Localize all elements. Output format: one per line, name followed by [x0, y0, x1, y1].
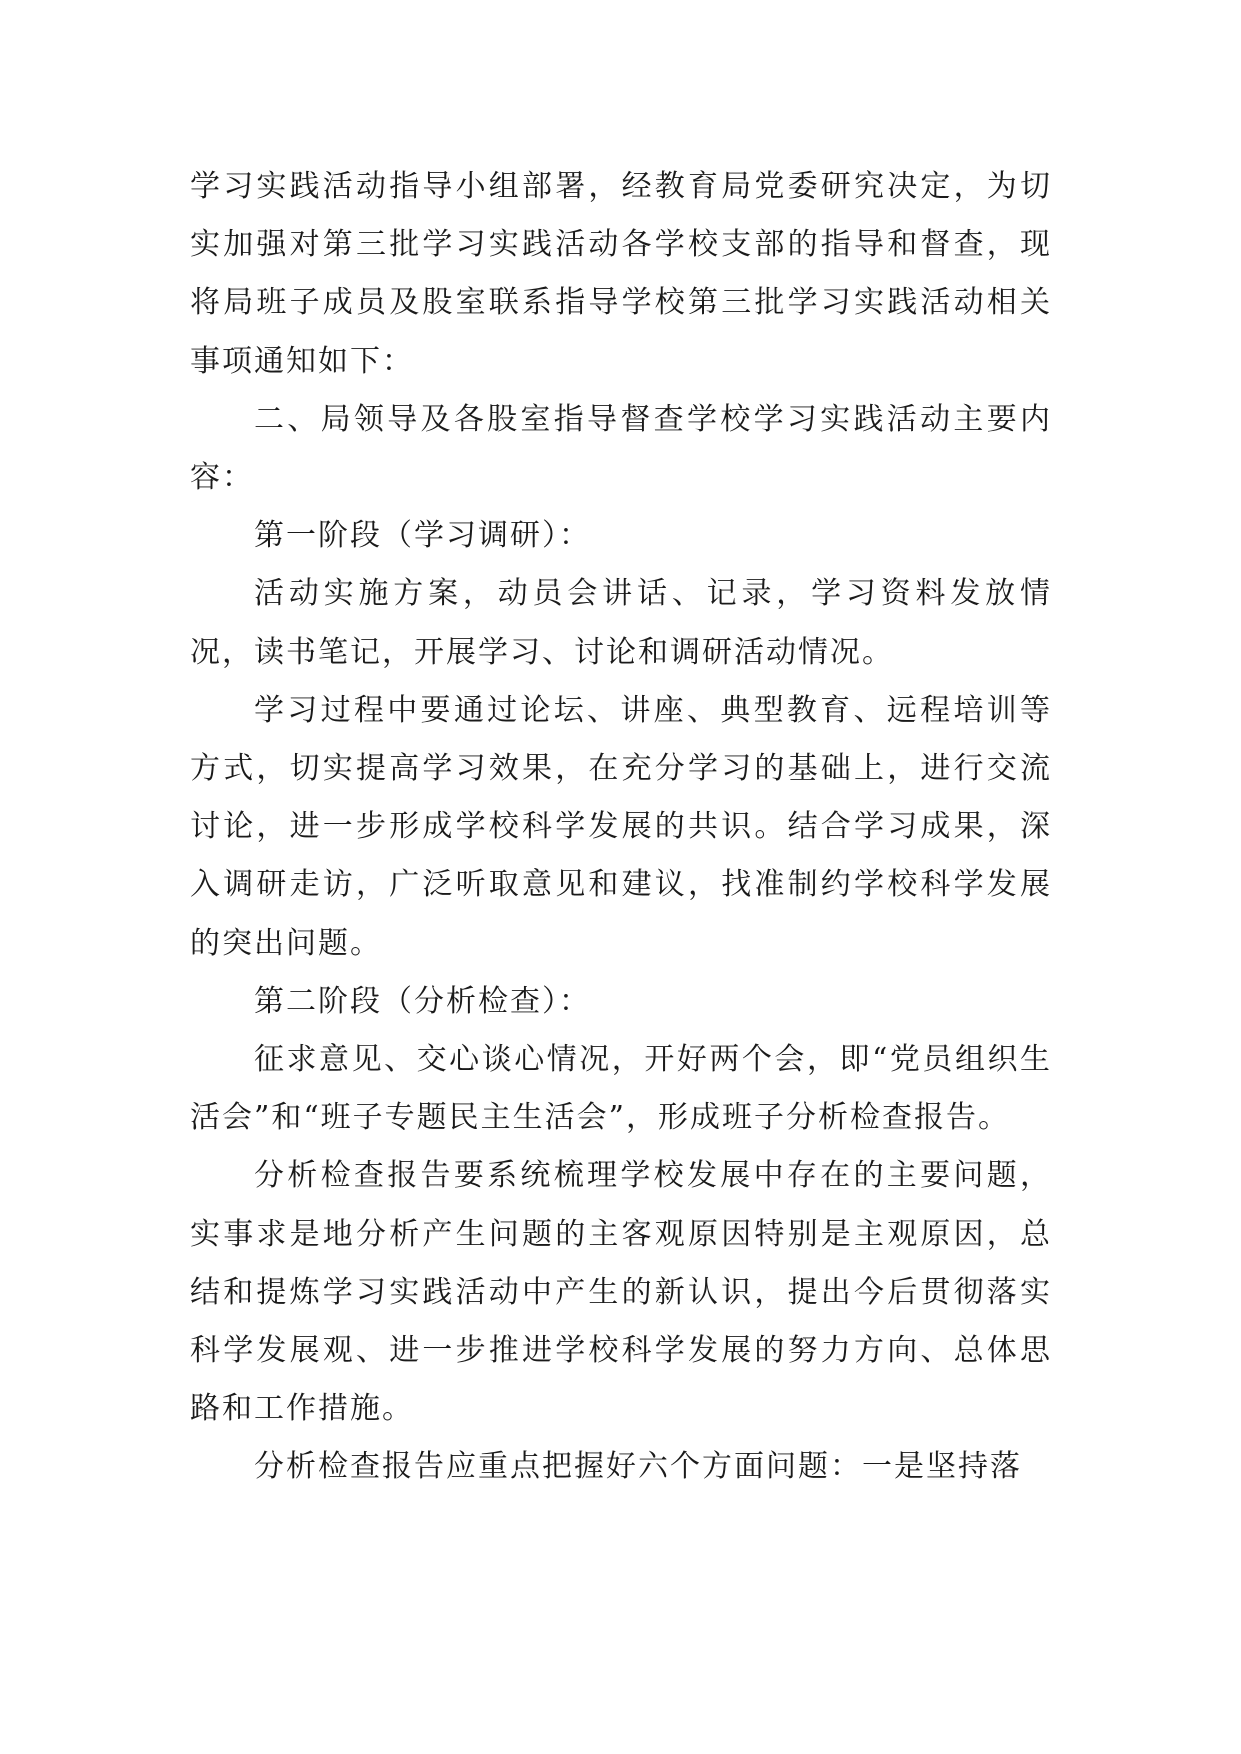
paragraph-3: 第一阶段（学习调研）： [254, 518, 591, 554]
paragraph-7: 征求意见、交心谈心情况，开好两个会，即“党员组织生活会”和“班子专题民主生活会”，形成班子分析检查报告。 [190, 1042, 1052, 1136]
paragraph-8: 分析检查报告要系统梳理学校发展中存在的主要问题，实事求是地分析产生问题的主客观原因特别是主观原因，总结和提炼学习实践活动中产生的新认识，提出今后贯彻落实科学发展观、进一步推进学校科学发展的努力方向、总体思路和工作措施。 [190, 1158, 1052, 1427]
paragraph-5: 学习过程中要通过论坛、讲座、典型教育、远程培训等方式，切实提高学习效果，在充分学习的基础上，进行交流讨论，进一步形成学校科学发展的共识。结合学习成果，深入调研走访，广泛听取意见和建议，找准制约学校科学发展的突出问题。 [190, 692, 1052, 961]
paragraph-9: 分析检查报告应重点把握好六个方面问题：一是坚持落 [254, 1449, 1022, 1485]
paragraph-4: 活动实施方案，动员会讲话、记录，学习资料发放情况，读书笔记，开展学习、讨论和调研活动情况。 [190, 576, 1052, 670]
paragraph-2: 二、局领导及各股室指导督查学校学习实践活动主要内容： [190, 401, 1052, 496]
paragraph-6: 第二阶段（分析检查）： [254, 983, 591, 1019]
document-body [190, 158, 1052, 1497]
paragraph-1: 学习实践活动指导小组部署，经教育局党委研究决定，为切实加强对第三批学习实践活动各学校支部的指导和督查，现将局班子成员及股室联系指导学校第三批学习实践活动相关事项通知如下： [190, 169, 1052, 379]
